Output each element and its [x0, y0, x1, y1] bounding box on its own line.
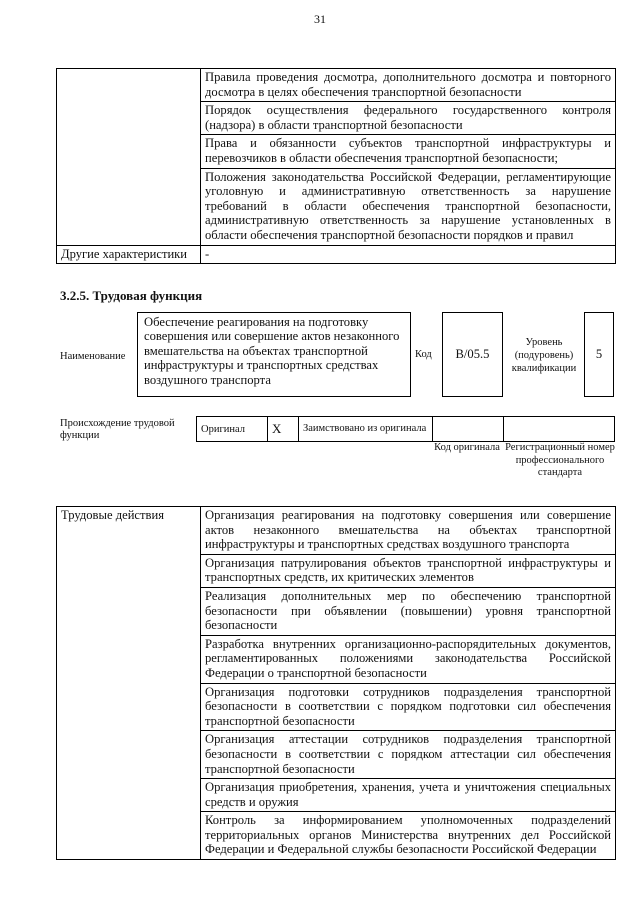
section-title: 3.2.5. Трудовая функция — [60, 288, 203, 303]
original-label-cell: Оригинал — [197, 417, 268, 442]
action-cell: Организация аттестации сотрудников подразделения транспортной безопасности в соответствии с порядком аттестации сил обеспечения транспортной безопасности — [201, 731, 616, 779]
table-row — [57, 507, 616, 555]
knowledge-cell: Правила проведения досмотра, дополнительного досмотра и повторного досмотра в целях обеспечения транспортной безопасности — [201, 69, 616, 102]
page-number: 31 — [314, 12, 326, 26]
caption-registration-number: Регистрационный номер профессионального стандарта — [505, 442, 615, 478]
other-characteristics-label: Другие характеристики — [57, 245, 201, 264]
action-cell: Организация патрулирования объектов транспортной инфраструктуры и транспортных средств, их критических элементов — [201, 554, 616, 587]
code-value-box: B/05.5 — [442, 312, 503, 397]
registration-number-cell — [504, 417, 615, 442]
knowledge-cell: Положения законодательства Российской Федерации, регламентирующие уголовную и административную ответственность за нарушение требований в области обеспечения транспортной безопасности, административную ответственность за нарушение установленных в области обеспечения транспортной безопасности порядков и правил — [201, 168, 616, 245]
action-cell: Организация подготовки сотрудников подразделения транспортной безопасности в соответствии с порядком подготовки сил обеспечения транспортной безопасности — [201, 683, 616, 731]
borrowed-label-cell: Заимствовано из оригинала — [299, 417, 433, 442]
knowledge-table — [56, 68, 616, 264]
original-mark-cell: X — [268, 417, 299, 442]
table-row — [57, 69, 616, 102]
empty-label-cell — [57, 69, 201, 246]
origin-code-cell — [433, 417, 504, 442]
code-label: Код — [415, 349, 432, 360]
other-characteristics-value: - — [201, 245, 616, 264]
labor-actions-label: Трудовые действия — [57, 507, 201, 860]
caption-origin-code: Код оригинала — [434, 442, 500, 453]
origin-label: Происхождение трудовой функции — [60, 418, 175, 441]
knowledge-cell: Права и обязанности субъектов транспортной инфраструктуры и перевозчиков в области обеспечения транспортной безопасности; — [201, 135, 616, 168]
level-value-box: 5 — [584, 312, 614, 397]
name-label: Наименование — [60, 351, 126, 362]
action-cell: Контроль за информированием уполномоченных подразделений территориальных органов Министерства внутренних дел Российской Федерации и Федеральной службы безопасности Российской Федерации — [201, 812, 616, 860]
action-cell: Реализация дополнительных мер по обеспечению транспортной безопасности при объявлении (повышении) уровня транспортной безопасности — [201, 587, 616, 635]
action-cell: Организация реагирования на подготовку совершения или совершение актов незаконного вмешательства на объектах транспортной инфраструктуры и транспортных средствах воздушного транспорта — [201, 507, 616, 555]
name-value-box: Обеспечение реагирования на подготовку совершения или совершение актов незаконного вмешательства на объектах транспортной инфраструктуры и транспортных средствах воздушного транспорта — [137, 312, 411, 397]
origin-table — [196, 416, 615, 442]
labor-actions-table — [56, 506, 616, 860]
table-row — [57, 245, 616, 264]
table-row — [197, 417, 615, 442]
action-cell: Разработка внутренних организационно-распорядительных документов, регламентированных положениями законодательства Российской Федерации о транспортной безопасности — [201, 635, 616, 683]
action-cell: Организация приобретения, хранения, учета и уничтожения специальных средств и оружия — [201, 779, 616, 812]
knowledge-cell: Порядок осуществления федерального государственного контроля (надзора) в области транспортной безопасности — [201, 102, 616, 135]
level-label: Уровень (подуровень) квалификации — [511, 337, 577, 374]
